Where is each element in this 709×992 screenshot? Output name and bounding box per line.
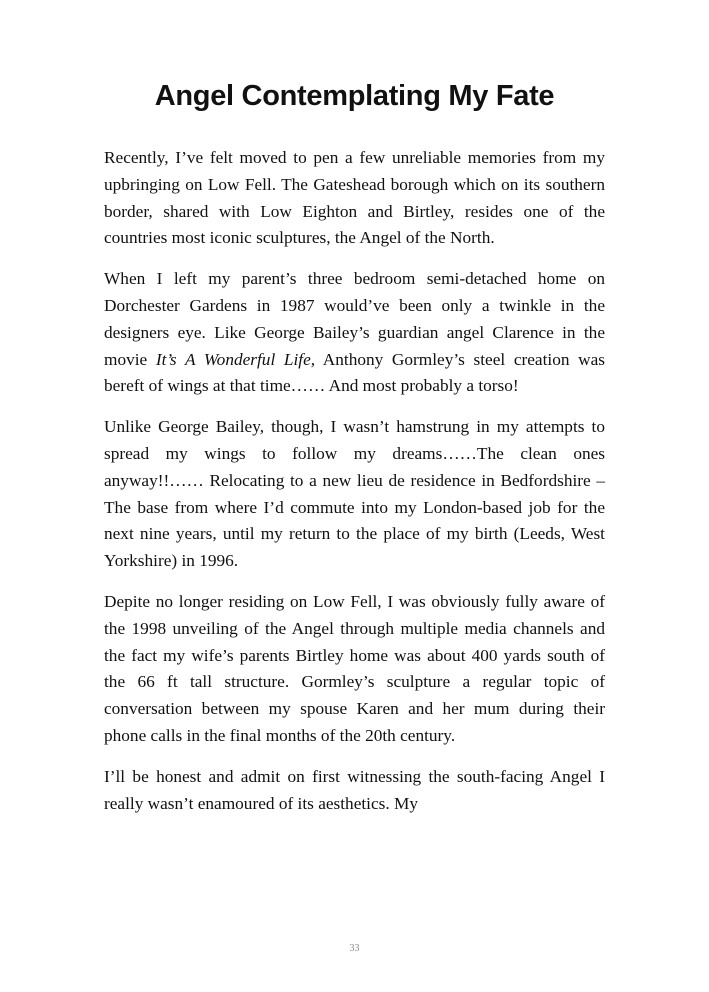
movie-title-italic: It’s A Wonderful Life, <box>155 349 316 369</box>
paragraph-2 <box>104 266 605 400</box>
paragraph-2-text-after: Anthony Gormley’s steel creation was bereft of wings at that time…… And most probably a torso! <box>104 349 605 396</box>
page-number: 33 <box>349 943 360 954</box>
paragraph-2-text-before: When I left my parent’s three bedroom semi-detached home on Dorchester Gardens in 1987 would’ve been only a twinkle in the designers eye. Like George Bailey’s guardian angel Clarence in the movie <box>104 269 605 369</box>
body-text <box>104 145 605 831</box>
paragraph-4: Depite no longer residing on Low Fell, I was obviously fully aware of the 1998 unveiling of the Angel through multiple media channels and the fact my wife’s parents Birtley home was about 400 yards south of the 66 ft tall structure. Gormley’s sculpture a regular topic of conversation between my spouse Karen and her mum during their phone calls in the final months of the 20th century. <box>104 591 605 745</box>
chapter-title: Angel Contemplating My Fate <box>154 80 555 112</box>
paragraph-3: Unlike George Bailey, though, I wasn’t hamstrung in my attempts to spread my wings to follow my dreams……The clean ones anyway!!…… Relocating to a new lieu de residence in Bedfordshire – The base from where I’d commute into my London-based job for the next nine years, until my return to the place of my birth (Leeds, West Yorkshire) in 1996. <box>104 417 605 571</box>
paragraph-5: I’ll be honest and admit on first witnessing the south-facing Angel I really wasn’t enamoured of its aesthetics. My <box>104 766 605 813</box>
paragraph-1: Recently, I’ve felt moved to pen a few unreliable memories from my upbringing on Low Fell. The Gateshead borough which on its southern border, shared with Low Eighton and Birtley, resides one of the countries most iconic sculptures, the Angel of the North. <box>104 148 605 248</box>
